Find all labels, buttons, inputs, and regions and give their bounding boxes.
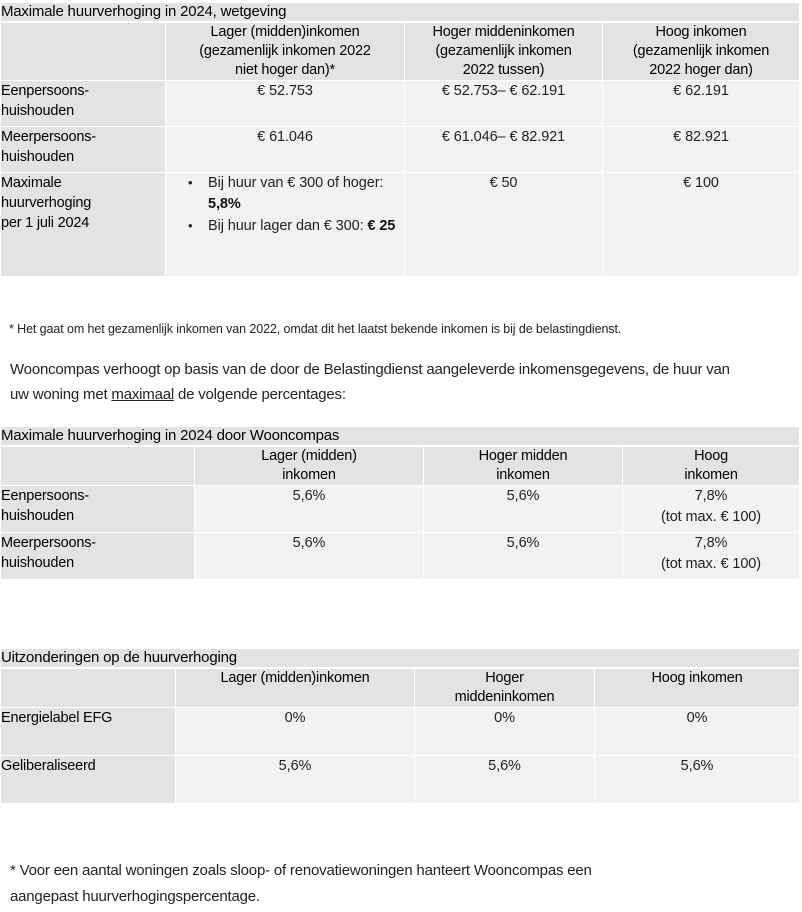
row-header-line: huishouden (1, 103, 74, 119)
table-row (1, 81, 800, 127)
table3-row-header-geliberaliseerd: Geliberaliseerd (1, 756, 176, 804)
table-row (1, 486, 800, 533)
table3-cell-r1c2: 0% (415, 708, 595, 756)
table3-cell-r2c2: 5,6% (415, 756, 595, 804)
bullet-value: 5,8% (208, 196, 241, 212)
table-title-row (1, 3, 800, 23)
table2-cell-r2c2: 5,6% (424, 533, 623, 580)
row-header-line: Meerpersoons- (1, 129, 96, 145)
row-header-line: Eenpersoons- (1, 488, 89, 504)
table2-col-header-hoog-inkomen (623, 446, 800, 486)
table1-row-header-meerpersoonshuishouden (1, 127, 166, 173)
table-header-row (1, 446, 800, 486)
table-header-row (1, 22, 800, 81)
table3-cell-r1c3: 0% (595, 708, 800, 756)
col-header-line: 2022 hoger dan) (649, 62, 753, 78)
col-header-line: Hoog inkomen (655, 24, 747, 40)
table2-row-header-meerpersoonshuishouden (1, 533, 195, 580)
list-item (188, 216, 404, 237)
bullet-text: Bij huur van € 300 of hoger: (208, 175, 384, 191)
table1-col-header-hoger-middeninkomen (405, 22, 603, 81)
bullet-value: € 25 (367, 218, 396, 234)
list-item (188, 173, 404, 215)
table-uitzonderingen (0, 648, 800, 804)
paragraph-underlined: maximaal (111, 386, 175, 403)
table-row (1, 173, 800, 277)
col-header-line: Hoger middeninkomen (432, 24, 575, 40)
row-header-line: huishouden (1, 555, 74, 571)
col-header-line: inkomen (282, 467, 336, 483)
table2-cell-r2c1: 5,6% (195, 533, 424, 580)
table3-col-header-hoger-middeninkomen (415, 668, 595, 708)
bottom-footnote-line: * Voor een aantal woningen zoals sloop- of renovatiewoningen hanteert Wooncompas een (10, 862, 592, 879)
bottom-footnote (10, 858, 790, 910)
table3-cell-r1c1: 0% (176, 708, 415, 756)
col-header-line: Lager (midden)inkomen (220, 670, 370, 686)
table-title-row (1, 427, 800, 447)
col-header-line: Lager (midden)inkomen (210, 24, 360, 40)
table2-col-header-hoger-midden-inkomen (424, 446, 623, 486)
bottom-footnote-line: aangepast huurverhogingspercentage. (10, 888, 260, 905)
table2-cell-r1c2: 5,6% (424, 486, 623, 533)
col-header-line: Hoger midden (478, 448, 568, 464)
col-header-line: Hoog inkomen (651, 670, 743, 686)
table-wooncompas (0, 426, 800, 580)
table1-col-header-hoog-inkomen (603, 22, 800, 81)
intro-paragraph (10, 357, 740, 407)
table1-col-header-lager-midden-inkomen (166, 22, 405, 81)
cell-line: (tot max. € 100) (661, 509, 761, 525)
table2-corner-cell (1, 446, 195, 486)
col-header-line: Hoger (485, 670, 524, 686)
table3-cell-r2c1: 5,6% (176, 756, 415, 804)
row-header-line: huurverhoging (1, 195, 92, 211)
col-header-line: niet hoger dan)* (235, 62, 335, 78)
table3-corner-cell (1, 668, 176, 708)
table-row (1, 533, 800, 580)
table1-cell-r2c1: € 61.046 (166, 127, 405, 173)
table-row (1, 756, 800, 804)
col-header-line: (gezamenlijk inkomen 2022 (199, 43, 371, 59)
row-header-line: Meerpersoons- (1, 535, 96, 551)
table2-cell-r1c3 (623, 486, 800, 533)
bullet-list (166, 173, 404, 237)
table3-title: Uitzonderingen op de huurverhoging (1, 649, 800, 669)
cell-line: 7,8% (694, 488, 728, 504)
table1-corner-cell (1, 22, 166, 81)
table2-cell-r2c3 (623, 533, 800, 580)
table-row (1, 127, 800, 173)
table1-title: Maximale huurverhoging in 2024, wetgeving (1, 3, 800, 23)
table1-cell-r2c2: € 61.046– € 82.921 (405, 127, 603, 173)
table3-cell-r2c3: 5,6% (595, 756, 800, 804)
row-header-line: huishouden (1, 508, 74, 524)
cell-line: (tot max. € 100) (661, 556, 761, 572)
row-header-line: huishouden (1, 149, 74, 165)
table-wetgeving (0, 2, 800, 277)
col-header-line: (gezamenlijk inkomen (435, 43, 572, 59)
table2-cell-r1c1: 5,6% (195, 486, 424, 533)
table2-col-header-lager-midden-inkomen (195, 446, 424, 486)
table1-cell-r3c1-bullets (166, 173, 405, 277)
row-header-line: Maximale (1, 175, 62, 191)
table1-row-header-eenpersoonshuishouden (1, 81, 166, 127)
table3-row-header-energielabel-efg: Energielabel EFG (1, 708, 176, 756)
row-header-line: per 1 juli 2024 (1, 215, 90, 231)
table-title-row (1, 649, 800, 669)
table1-cell-r3c2: € 50 (405, 173, 603, 277)
col-header-line: 2022 tussen) (462, 62, 545, 78)
col-header-line: inkomen (496, 467, 550, 483)
table1-cell-r2c3: € 82.921 (603, 127, 800, 173)
table-header-row (1, 668, 800, 708)
col-header-line: Hoog (694, 448, 728, 464)
col-header-line: middeninkomen (454, 689, 555, 705)
cell-line: 7,8% (694, 535, 728, 551)
table1-cell-r1c2: € 52.753– € 62.191 (405, 81, 603, 127)
table-row (1, 708, 800, 756)
table1-footnote: * Het gaat om het gezamenlijk inkomen van 2022, omdat dit het laatst bekende inkomen is bij de belastingdienst. (9, 322, 622, 336)
table3-col-header-lager-midden-inkomen (176, 668, 415, 708)
col-header-line: inkomen (684, 467, 738, 483)
row-header-line: Eenpersoons- (1, 83, 89, 99)
table3-col-header-hoog-inkomen (595, 668, 800, 708)
paragraph-part2: de volgende percentages: (174, 386, 346, 403)
col-header-line: (gezamenlijk inkomen (632, 43, 770, 59)
paragraph-part1: Wooncompas verhoogt op basis van de door de Belastingdienst aangeleverde inkomensgegevens, de huur van uw woning met (10, 361, 730, 403)
table2-title: Maximale huurverhoging in 2024 door Wooncompas (1, 427, 800, 447)
col-header-line: Lager (midden) (261, 448, 357, 464)
table1-cell-r3c3: € 100 (603, 173, 800, 277)
bullet-text: Bij huur lager dan € 300: (208, 218, 368, 234)
table1-row-header-maximale-huurverhoging (1, 173, 166, 277)
table1-cell-r1c3: € 62.191 (603, 81, 800, 127)
table1-cell-r1c1: € 52.753 (166, 81, 405, 127)
table2-row-header-eenpersoonshuishouden (1, 486, 195, 533)
